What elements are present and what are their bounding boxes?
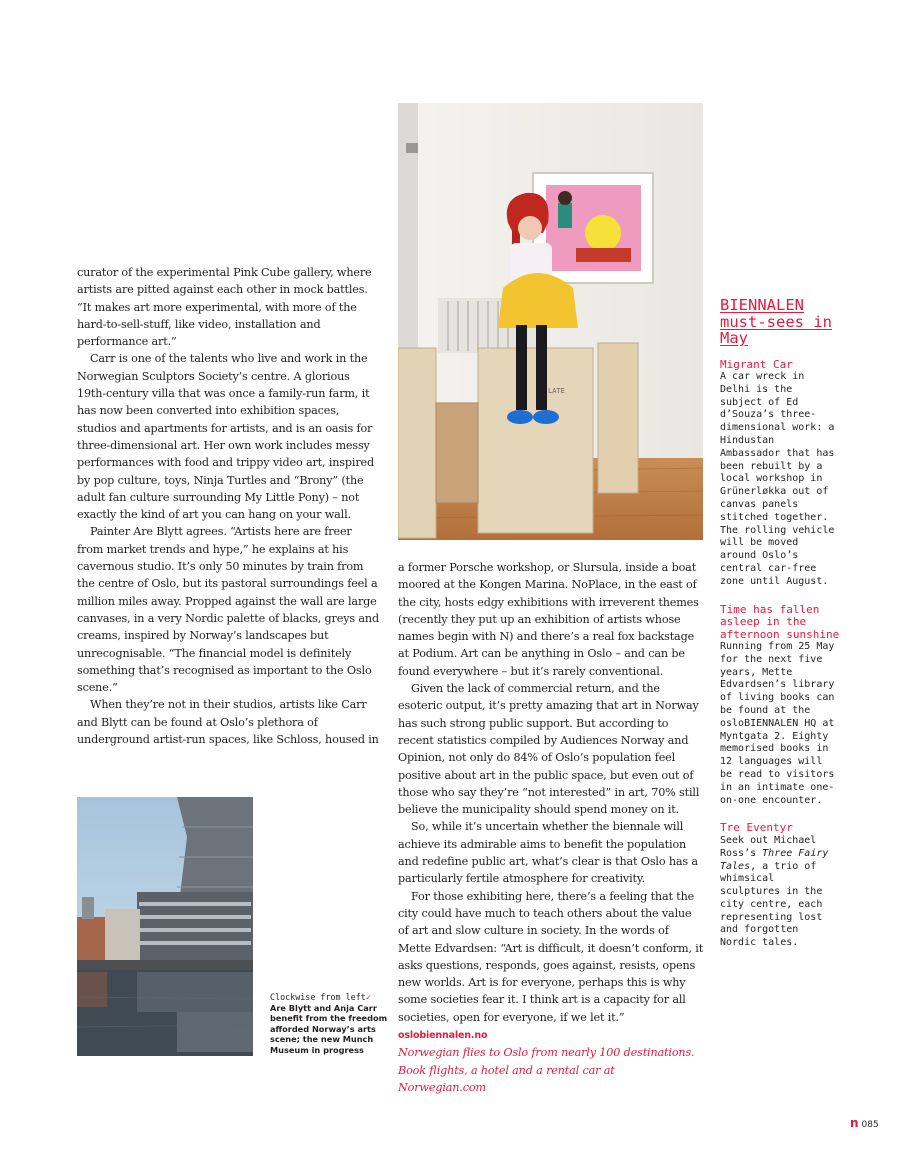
sidebar-item-work-title: Three Fairy Tales <box>720 847 829 872</box>
sidebar-item-title: Migrant Car <box>720 357 793 371</box>
caption-tick-icon: ✓ <box>365 992 371 1002</box>
promo-line: Norwegian flies to Oslo from nearly 100 destinations. Book flights, a hotel and a rental car at Norwegian.com <box>398 1046 695 1094</box>
article-paragraph: When they’re not in their studios, artists like Carr and Blytt can be found at Oslo’s plethora of underground artist-run spaces, like Schloss, housed in <box>77 698 379 747</box>
page-number: 085 <box>861 1120 879 1130</box>
sidebar-item-migrant-car <box>720 359 840 589</box>
page-folio <box>850 1116 879 1130</box>
sidebar-item-title: Time has fallen asleep in the afternoon sunshine <box>720 602 840 641</box>
article-paragraph: Painter Are Blytt agrees. “Artists here are freer from market trends and hype,” he explains at his cavernous studio. It’s only 50 minutes by train from the centre of Oslo, but its pastoral surroundings feel a million miles away. Propped against the wall are large canvases, in a very Nordic palette of blacks, greys and creams, inspired by Norway’s landscapes but unrecognisable. “The financial model is definitely something that’s recognised as important to the Oslo scene.” <box>77 525 379 695</box>
biennale-website-link[interactable]: oslobiennalen.no <box>398 1030 488 1042</box>
sidebar-item-body: A car wreck in Delhi is the subject of Ed d’Souza’s three-dimensional work: a Hindustan Ambassador that has been rebuilt by a local workshop in Grünerløkka out of canvas panels stitched together. The rolling vehicle will be moved around Oslo’s central car-free zone until August. <box>720 371 835 587</box>
photo-caption <box>270 992 390 1056</box>
artist-studio-illustration <box>398 103 703 540</box>
article-paragraph-text: For those exhibiting here, there’s a feeling that the city could have much to teach others about the value of art and slow culture in society. In the words of Mette Edvardsen: “Art is difficult, it doesn’t conform, it asks questions, responds, goes against, resists, opens new worlds. Art is for everyone, perhaps this is why some societies fear it. I think art is a capacity for all societies, open for everyone, if we let it.” <box>398 889 704 1024</box>
svg-text:LATE: LATE <box>548 387 565 395</box>
artist-studio-photo <box>398 103 703 540</box>
caption-body: Are Blytt and Anja Carr benefit from the freedom afforded Norway’s arts scene; the new Munch Museum in progress <box>270 1002 388 1055</box>
magazine-logo-mark: n <box>850 1116 859 1130</box>
article-paragraph: So, while it’s uncertain whether the biennale will achieve its admirable aims to benefit the population and redefine public art, what’s clear is that Oslo has a particularly fertile atmosphere for creativity. <box>398 820 698 886</box>
article-column-2 <box>398 559 704 1096</box>
article-paragraph: Given the lack of commercial return, and the esoteric output, it’s pretty amazing that art in Norway has such strong public support. But according to recent statistics compiled by Audiences Norway and Opinion, not only do 84% of Oslo’s population feel positive about art in the public space, but even out of those who say they’re “not interested” in art, 70% still believe the municipality should spend money on it. <box>398 682 700 817</box>
sidebar-title: BIENNALEN must-sees in May <box>720 296 832 347</box>
article-column-1 <box>77 264 379 748</box>
sidebar-item-body: Seek out Michael Ross’s Three Fairy Tales, a trio of whimsical sculptures in the city centre, each representing lost and forgotten Nordic tales. <box>720 834 829 949</box>
article-paragraph: Carr is one of the talents who live and work in the Norwegian Sculptors Society’s centre. A glorious 19th-century villa that was once a family-run farm, it has now been converted into exhibition spaces, studios and apartments for artists, and is an oasis for three-dimensional art. Her own work includes messy performances with food and trippy video art, inspired by pop culture, toys, Ninja Turtles and “Brony” (the adult fan culture surrounding My Little Pony) – not exactly the kind of art you can hang on your wall. <box>77 352 375 522</box>
sidebar-item-time-has-fallen-asleep <box>720 604 840 808</box>
sidebar-item-body: Running from 25 May for the next five years, Mette Edvardsen’s library of living books can be found at the osloBIENNALEN HQ at Myntgata 2. Eighty memorised books in 12 languages will be read to visitors in an intimate one-on-one encounter. <box>720 641 835 806</box>
caption-heading: Clockwise from left✓ <box>270 992 371 1002</box>
article-paragraph: curator of the experimental Pink Cube gallery, where artists are pitted against each other in mock battles. “It makes art more experimental, with more of the hard-to-sell-stuff, like video, installation and performance art.” <box>77 266 372 349</box>
article-paragraph-final <box>398 888 704 1097</box>
article-paragraph: a former Porsche workshop, or Slursula, inside a boat moored at the Kongen Marina. NoPlace, in the east of the city, hosts edgy exhibitions with irreverent themes (recently they put up an exhibition of artists whose names begin with N) and there’s a real fox backstage at Podium. Art can be anything in Oslo – and can be found everywhere – but it’s rarely conventional. <box>398 561 699 678</box>
sidebar-item-title: Tre Eventyr <box>720 821 793 835</box>
munch-museum-illustration <box>77 797 253 1056</box>
biennalen-sidebar <box>720 297 840 965</box>
sidebar-item-tre-eventyr <box>720 822 840 950</box>
munch-museum-photo <box>77 797 253 1056</box>
